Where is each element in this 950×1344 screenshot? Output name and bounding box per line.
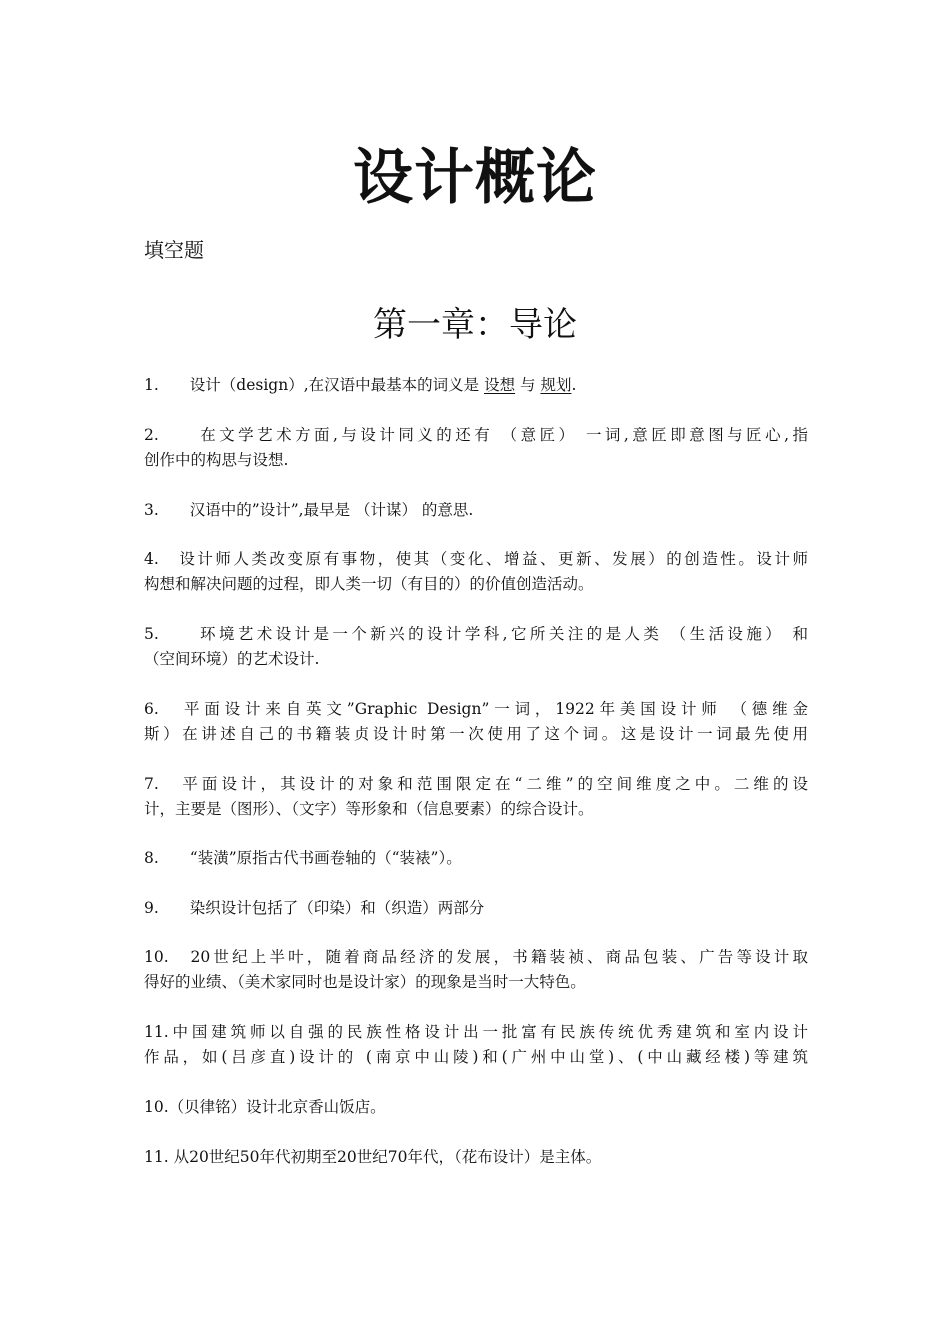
answer-underlined: 规划 xyxy=(540,376,572,394)
question-line: 9. 染织设计包括了（印染）和（织造）两部分 xyxy=(144,899,485,917)
question-line: 10. 20世纪上半叶，随着商品经济的发展，书籍装祯、商品包装、广告等设计取 xyxy=(144,948,808,966)
question-11 xyxy=(144,1020,808,1070)
question-line: 6. 平面设计来自英文”Graphic Design”一词，1922年美国设计师 （德维金 xyxy=(144,700,808,718)
answer-underlined: 设想 xyxy=(484,376,516,394)
question-line: 8. “装潢”原指古代书画卷轴的（“装裱”）。 xyxy=(144,849,462,867)
question-line: 10.（贝律铭）设计北京香山饭店。 xyxy=(144,1098,386,1116)
question-line: 创作中的构思与设想. xyxy=(144,451,289,469)
question-1 xyxy=(144,373,808,398)
chapter-title: 第一章：导论 xyxy=(373,305,577,345)
question-line: 11. 从20世纪50年代初期至20世纪70年代，（花布设计）是主体。 xyxy=(144,1148,602,1166)
question-text: . xyxy=(571,376,577,394)
question-line: 作品，如(吕彦直)设计的 (南京中山陵)和(广州中山堂)、(中山藏经楼)等建筑 xyxy=(144,1048,808,1066)
question-line: 构想和解决问题的过程，即人类一切（有目的）的价值创造活动。 xyxy=(144,575,594,593)
question-7 xyxy=(144,772,808,822)
question-line: 7. 平面设计，其设计的对象和范围限定在“二维”的空间维度之中。二维的设 xyxy=(144,775,808,793)
question-3 xyxy=(144,498,808,523)
question-12 xyxy=(144,1095,808,1120)
question-line: 3. 汉语中的”设计”,最早是 （计谋） 的意思. xyxy=(144,501,474,519)
question-line: 11.中国建筑师以自强的民族性格设计出一批富有民族传统优秀建筑和室内设计 xyxy=(144,1023,808,1041)
question-6 xyxy=(144,697,808,747)
question-line: （空间环境）的艺术设计. xyxy=(144,650,320,668)
question-4 xyxy=(144,547,808,597)
question-5 xyxy=(144,622,808,672)
question-line: 得好的业绩、（美术家同时也是设计家）的现象是当时一大特色。 xyxy=(144,973,586,991)
question-line: 斯）在讲述自己的书籍装贞设计时第一次使用了这个词。这是设计一词最先使用 xyxy=(144,725,808,743)
question-13 xyxy=(144,1145,808,1170)
question-line: 计，主要是（图形）、（文字）等形象和（信息要素）的综合设计。 xyxy=(144,800,594,818)
question-line: 5. 环境艺术设计是一个新兴的设计学科,它所关注的是人类 （生活设施） 和 xyxy=(144,625,808,643)
question-text: 与 xyxy=(515,376,541,394)
question-line: 4. 设计师人类改变原有事物，使其（变化、增益、更新、发展）的创造性。设计师 xyxy=(144,550,808,568)
document-title: 设计概论 xyxy=(353,143,597,213)
question-line xyxy=(144,373,808,398)
question-9 xyxy=(144,896,808,921)
question-text: 1. 设计（design）,在汉语中最基本的词义是 xyxy=(144,376,485,394)
question-10 xyxy=(144,945,808,995)
question-line: 2. 在文学艺术方面,与设计同义的还有 （意匠） 一词,意匠即意图与匠心,指 xyxy=(144,426,808,444)
question-2 xyxy=(144,423,808,473)
question-8 xyxy=(144,846,808,871)
section-label: 填空题 xyxy=(144,238,204,262)
